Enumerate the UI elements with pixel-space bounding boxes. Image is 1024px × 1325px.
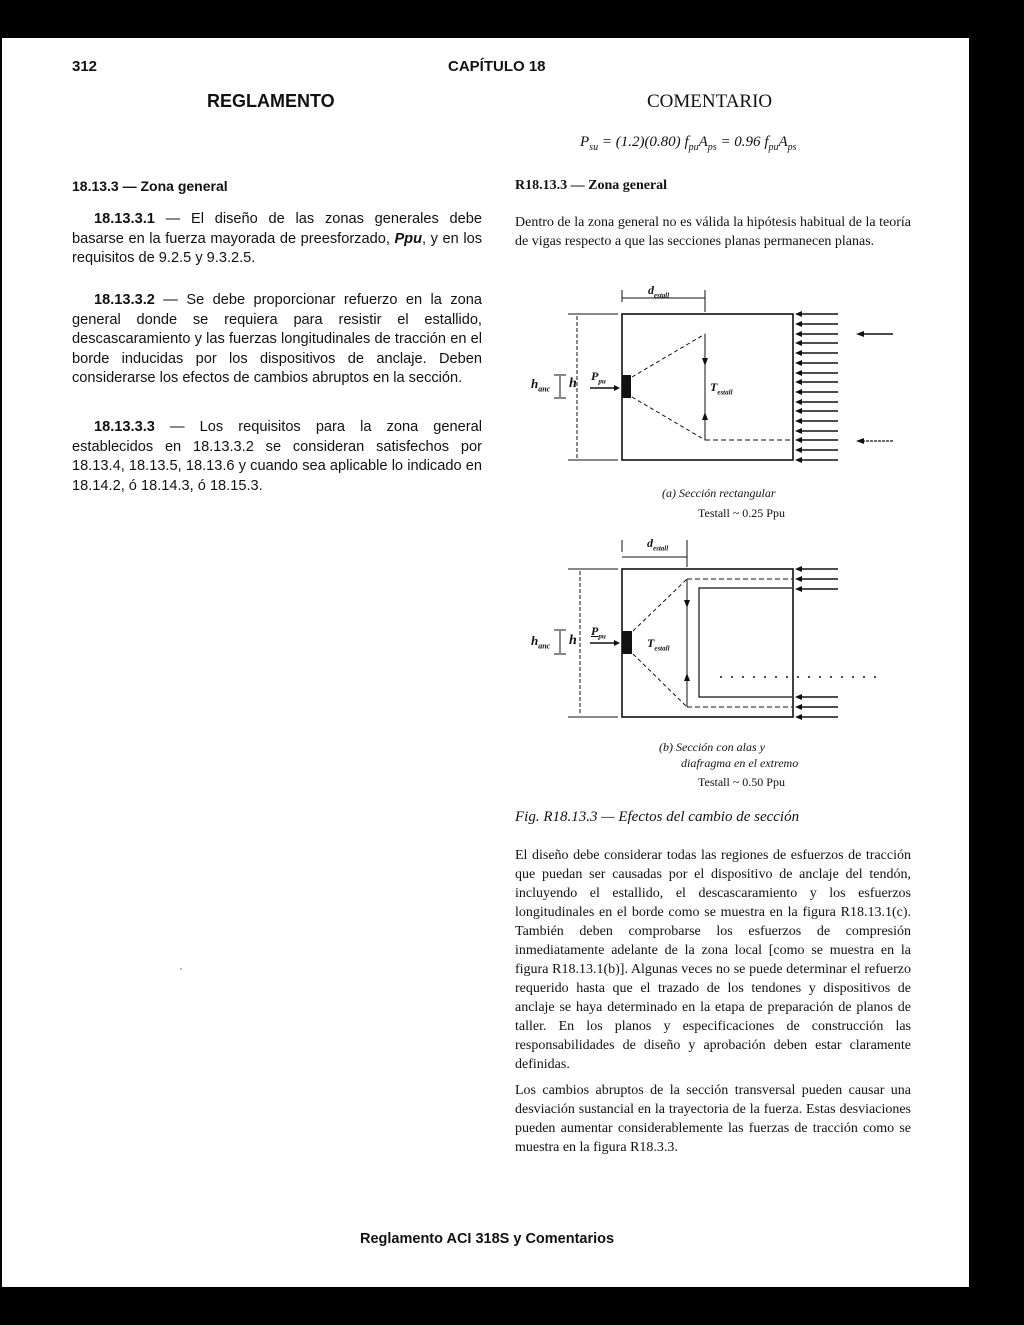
paragraph-18-13-3-3: 18.13.3.3 — Los requisitos para la zona general establecidos en 18.13.3.2 se consideran satisfechos por 18.13.4, 18.13.5, 18.13.6 y cuando sea aplicable lo indicado en 18.14.2, ó 18.14.3, ó 18.15.3. — [72, 419, 482, 494]
caption-figure-a: (a) Sección rectangular — [662, 486, 776, 500]
label-h-anc-b: $h_{anc}$ — [531, 633, 551, 651]
caption-figure-b-line1: (b) Sección con alas y — [659, 740, 765, 754]
label-t-estall-b: $T_{estall}$ — [647, 636, 670, 653]
clause-number: 18.13.3.2 — [94, 292, 155, 308]
caption-figure-b-line2: diafragma en el extremo — [681, 756, 799, 770]
document-page — [2, 38, 969, 1287]
label-ppu-a: $P_{pu}$ — [591, 369, 606, 386]
section-title-right: R18.13.3 — Zona general — [515, 178, 668, 193]
paragraph-r3: Los cambios abruptos de la sección transversal pueden causar una desviación sustancial en la trayectoria de la fuerza. Estas desviaciones pueden aumentar considerablemente las fuerzas de tracción como se muestra en la figura R18.3.3. — [515, 1083, 911, 1155]
figure-title: Fig. R18.13.3 — Efectos del cambio de sección — [515, 809, 800, 825]
label-t-estall-a: $T_{estall}$ — [710, 380, 733, 397]
label-ppu-b: $P_{pu}$ — [591, 624, 606, 641]
paragraph-r2: El diseño debe considerar todas las regiones de esfuerzos de tracción que puedan ser causadas por el dispositivo de anclaje del tendón, incluyendo el estallido, el descascaramiento y los esfuerzos longitudinales en el borde como se muestra en la figura R18.13.1(c). También deben comprobarse los esfuerzos de compresión inmediatamente adelante de la zona local [como se muestra en la figura R18.13.1(b)]. Algunas veces no se puede determinar el refuerzo requerido hasta que el trazado de los tendones y dispositivos de anclaje se haya determinado en la etapa de preparación de planos de taller. En los planos y especificaciones de construcción las responsabilidades de diseño y aprobación deben estar claramente definidas. — [515, 848, 911, 1072]
clause-number: 18.13.3.3 — [94, 419, 155, 435]
symbol-ppu: Ppu — [394, 230, 423, 247]
relation-figure-a: Testall ~ 0.25 Ppu — [698, 506, 785, 520]
relation-figure-b: Testall ~ 0.50 Ppu — [698, 775, 785, 789]
section-title-left: 18.13.3 — Zona general — [72, 178, 228, 194]
paragraph-18-13-3-2: 18.13.3.2 — Se debe proporcionar refuerzo en la zona general donde se requiera para resistir el estallido, descascaramiento y las fuerzas longitudinales de tracción en el borde inducidas por los dispositivos de anclaje. Deben considerarse los efectos de cambios abruptos en la sección. — [72, 292, 482, 387]
page-footer: Reglamento ACI 318S y Comentarios — [360, 1231, 615, 1247]
label-d-estall-a: $d_{estall}$ — [648, 283, 670, 300]
label-h-anc-a: $h_{anc}$ — [531, 376, 551, 394]
label-d-estall-b: $d_{estall}$ — [647, 536, 669, 553]
formula-psu: $P_{su} = (1.2)(0.80) f_{pu}A_{ps} = 0.96$ $f_{pu}A_{ps}$ — [580, 134, 797, 153]
page-number: 312 — [72, 58, 98, 75]
clause-number: 18.13.3.1 — [94, 211, 155, 227]
paragraph-18-13-3-1: 18.13.3.1 — El diseño de las zonas generales debe basarse en la fuerza mayorada de preesforzado, Ppu, y en los requisitos de 9.2.5 y 9.3.2.5. — [72, 211, 482, 267]
column-title-comentario: COMENTARIO — [647, 91, 773, 112]
paragraph-r1: Dentro de la zona general no es válida la hipótesis habitual de la teoría de vigas respecto a que las secciones planas permanecen planas. — [515, 215, 911, 249]
label-h-b: h — [569, 633, 577, 648]
chapter-title: CAPÍTULO 18 — [448, 58, 546, 75]
label-h-a: h — [569, 376, 577, 391]
column-title-reglamento: REGLAMENTO — [207, 91, 335, 111]
